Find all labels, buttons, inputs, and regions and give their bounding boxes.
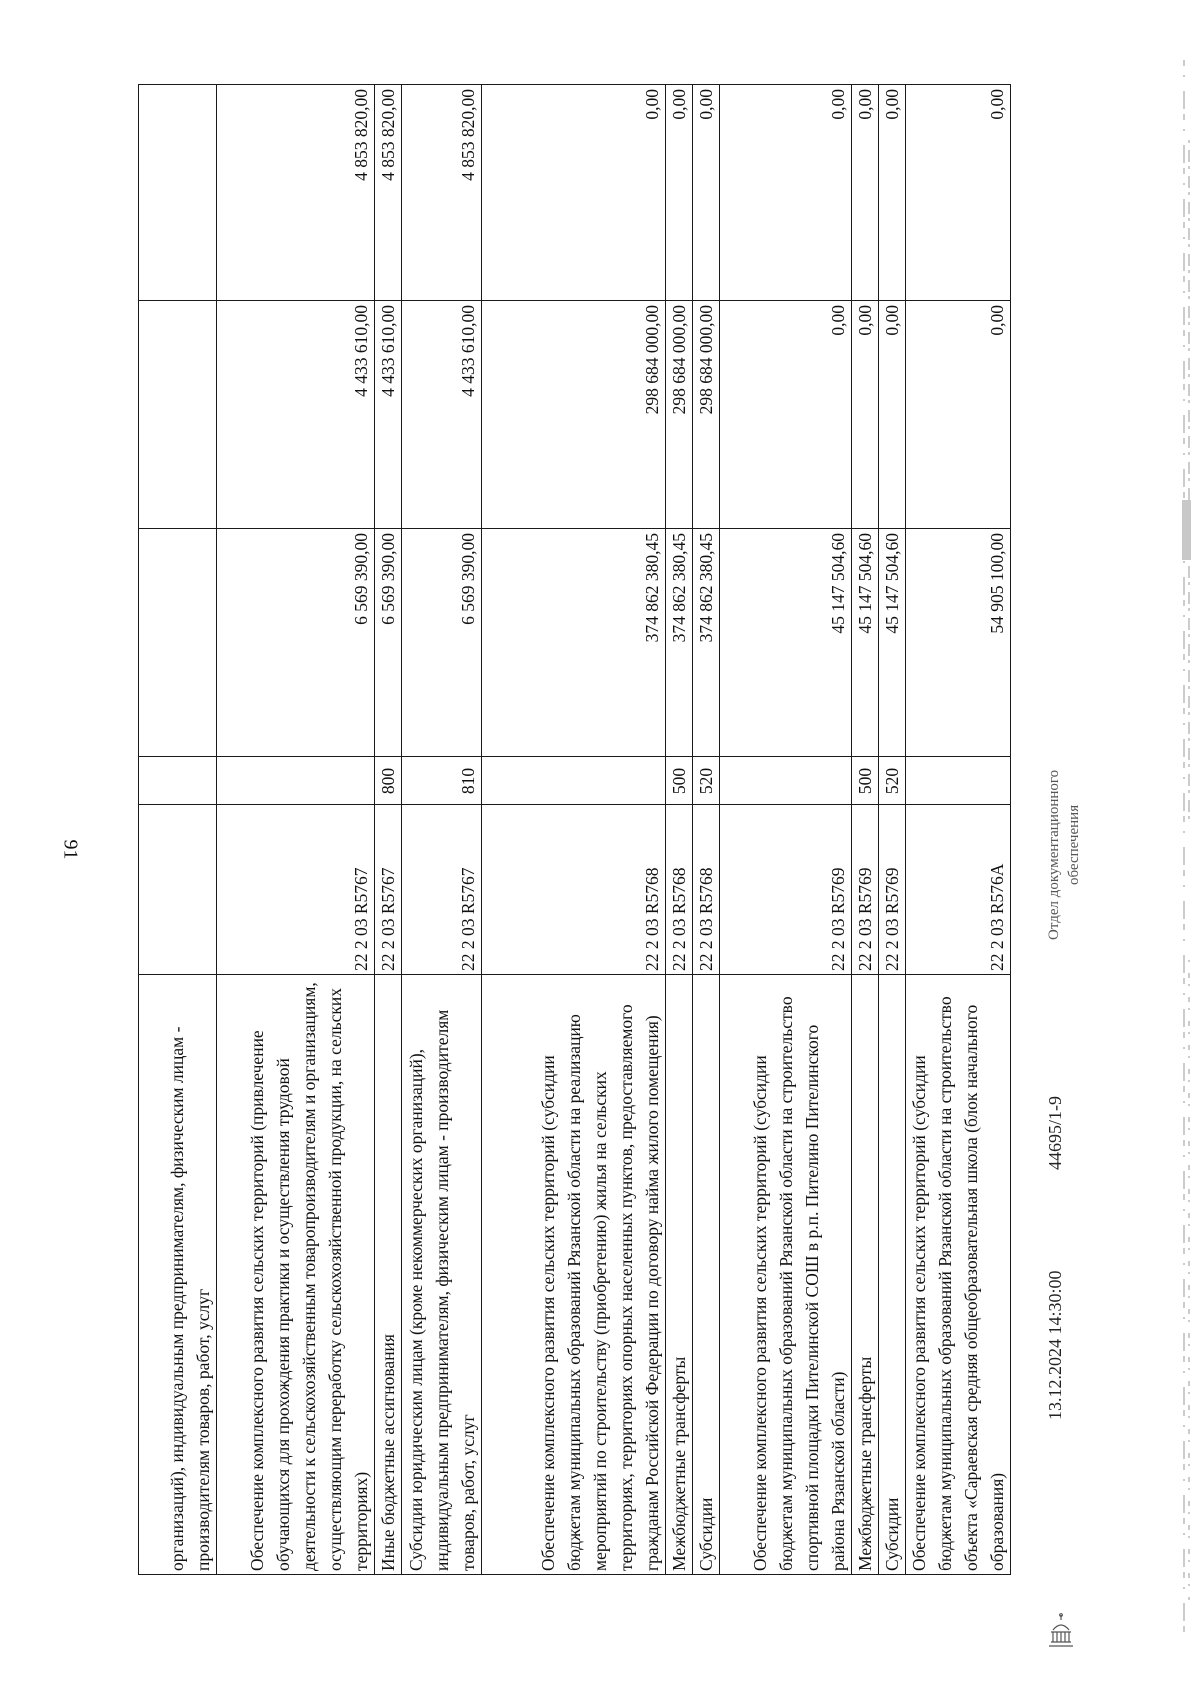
row-code: 22 2 03 R5767 (217, 805, 375, 975)
row-amount-2024: 54 905 100,00 (906, 529, 1011, 757)
row-name: Обеспечение комплексного развития сельских территорий (субсидии бюджетам муниципальных образований Рязанской области на строительство объекта «Сараевская средняя общеобразовательная школа (блок начального образования) (906, 975, 1011, 1575)
row-expense-type: 520 (693, 757, 720, 805)
row-expense-type: 800 (375, 757, 402, 805)
row-expense-type: 520 (879, 757, 906, 805)
row-code: 22 2 03 R5769 (852, 805, 879, 975)
table-row (482, 85, 666, 1575)
table-row (879, 85, 906, 1575)
row-amount-2024: 6 569 390,00 (217, 529, 375, 757)
row-amount-2024: 374 862 380,45 (666, 529, 693, 757)
row-name: Обеспечение комплексного развития сельских территорий (привлечение обучающихся для прохождения практики и осуществления трудовой деятельности к сельскохозяйственным товаропроизводителям и организациям, осуществляющим переработку сельскохозяйственной продукции, на сельских территориях) (217, 975, 375, 1575)
row-expense-type (217, 757, 375, 805)
row-name: Субсидии (879, 975, 906, 1575)
row-amount-2026: 0,00 (720, 85, 852, 301)
row-amount-2026: 4 853 820,00 (402, 85, 482, 301)
row-amount-2026: 4 853 820,00 (217, 85, 375, 301)
table-row (852, 85, 879, 1575)
row-code: 22 2 03 R576А (906, 805, 1011, 975)
row-name: Обеспечение комплексного развития сельских территорий (субсидии бюджетам муниципальных образований Рязанской области на реализацию мероприятий по строительству (приобретению) жилья на сельских территориях, территориях опорных населенных пунктов, предоставляемого гражданам Российской Федерации по договору найма жилого помещения) (482, 975, 666, 1575)
row-name: Обеспечение комплексного развития сельских территорий (субсидии бюджетам муниципальных образований Рязанской области на строительство спортивной площадки Пителинской СОШ в р.п. Пителино Пителинского района Рязанской области) (720, 975, 852, 1575)
row-amount-2025: 298 684 000,00 (482, 301, 666, 529)
budget-table (138, 84, 1011, 1575)
row-amount-2026: 0,00 (482, 85, 666, 301)
row-amount-2025: 0,00 (879, 301, 906, 529)
row-amount-2025: 4 433 610,00 (375, 301, 402, 529)
row-name: Межбюджетные трансферты (852, 975, 879, 1575)
row-code: 22 2 03 R5769 (879, 805, 906, 975)
row-code: 22 2 03 R5769 (720, 805, 852, 975)
row-code: 22 2 03 R5767 (375, 805, 402, 975)
row-code (139, 805, 217, 975)
page-number: 91 (59, 839, 82, 860)
row-amount-2025: 0,00 (720, 301, 852, 529)
row-amount-2025 (139, 301, 217, 529)
table-row (693, 85, 720, 1575)
table-row (666, 85, 693, 1575)
row-name: организаций), индивидуальным предпринимателям, физическим лицам - производителям товаров, работ, услуг (139, 975, 217, 1575)
footer-doc-id: 44695/1-9 (1045, 1096, 1065, 1170)
row-amount-2026: 0,00 (879, 85, 906, 301)
table-row (139, 85, 217, 1575)
row-expense-type: 500 (666, 757, 693, 805)
row-expense-type: 500 (852, 757, 879, 805)
row-name: Иные бюджетные ассигнования (375, 975, 402, 1575)
row-name: Межбюджетные трансферты (666, 975, 693, 1575)
table-row (402, 85, 482, 1575)
row-expense-type: 810 (402, 757, 482, 805)
row-expense-type (482, 757, 666, 805)
row-amount-2026: 0,00 (906, 85, 1011, 301)
row-expense-type (720, 757, 852, 805)
row-amount-2026: 0,00 (852, 85, 879, 301)
table-row (720, 85, 852, 1575)
row-amount-2025: 0,00 (906, 301, 1011, 529)
row-expense-type (139, 757, 217, 805)
table-row (375, 85, 402, 1575)
row-amount-2024: 6 569 390,00 (375, 529, 402, 757)
row-amount-2024: 45 147 504,60 (852, 529, 879, 757)
row-amount-2026: 0,00 (666, 85, 693, 301)
stamp-line-1: Отдел документационного (1046, 769, 1062, 940)
row-code: 22 2 03 R5768 (666, 805, 693, 975)
row-amount-2025: 298 684 000,00 (693, 301, 720, 529)
table-row (217, 85, 375, 1575)
row-amount-2026: 4 853 820,00 (375, 85, 402, 301)
scan-edge-marks (1180, 60, 1194, 1640)
emblem-icon (1045, 1612, 1077, 1650)
row-amount-2026 (139, 85, 217, 301)
row-name: Субсидии юридическим лицам (кроме некоммерческих организаций), индивидуальным предпринимателям, физическим лицам - производителям товаров, работ, услуг (402, 975, 482, 1575)
row-amount-2024 (139, 529, 217, 757)
rotated-table-region (138, 85, 1058, 1575)
table-row (906, 85, 1011, 1575)
stamp-line-2: обеспечения (1066, 804, 1082, 885)
row-expense-type (906, 757, 1011, 805)
row-amount-2025: 298 684 000,00 (666, 301, 693, 529)
row-amount-2025: 0,00 (852, 301, 879, 529)
row-code: 22 2 03 R5768 (482, 805, 666, 975)
row-code: 22 2 03 R5767 (402, 805, 482, 975)
row-code: 22 2 03 R5768 (693, 805, 720, 975)
footer-datetime: 13.12.2024 14:30:00 (1045, 1270, 1065, 1420)
row-amount-2025: 4 433 610,00 (217, 301, 375, 529)
row-amount-2026: 0,00 (693, 85, 720, 301)
row-amount-2024: 45 147 504,60 (879, 529, 906, 757)
row-amount-2024: 6 569 390,00 (402, 529, 482, 757)
row-amount-2024: 374 862 380,45 (482, 529, 666, 757)
row-amount-2024: 45 147 504,60 (720, 529, 852, 757)
row-amount-2024: 374 862 380,45 (693, 529, 720, 757)
row-amount-2025: 4 433 610,00 (402, 301, 482, 529)
row-name: Субсидии (693, 975, 720, 1575)
